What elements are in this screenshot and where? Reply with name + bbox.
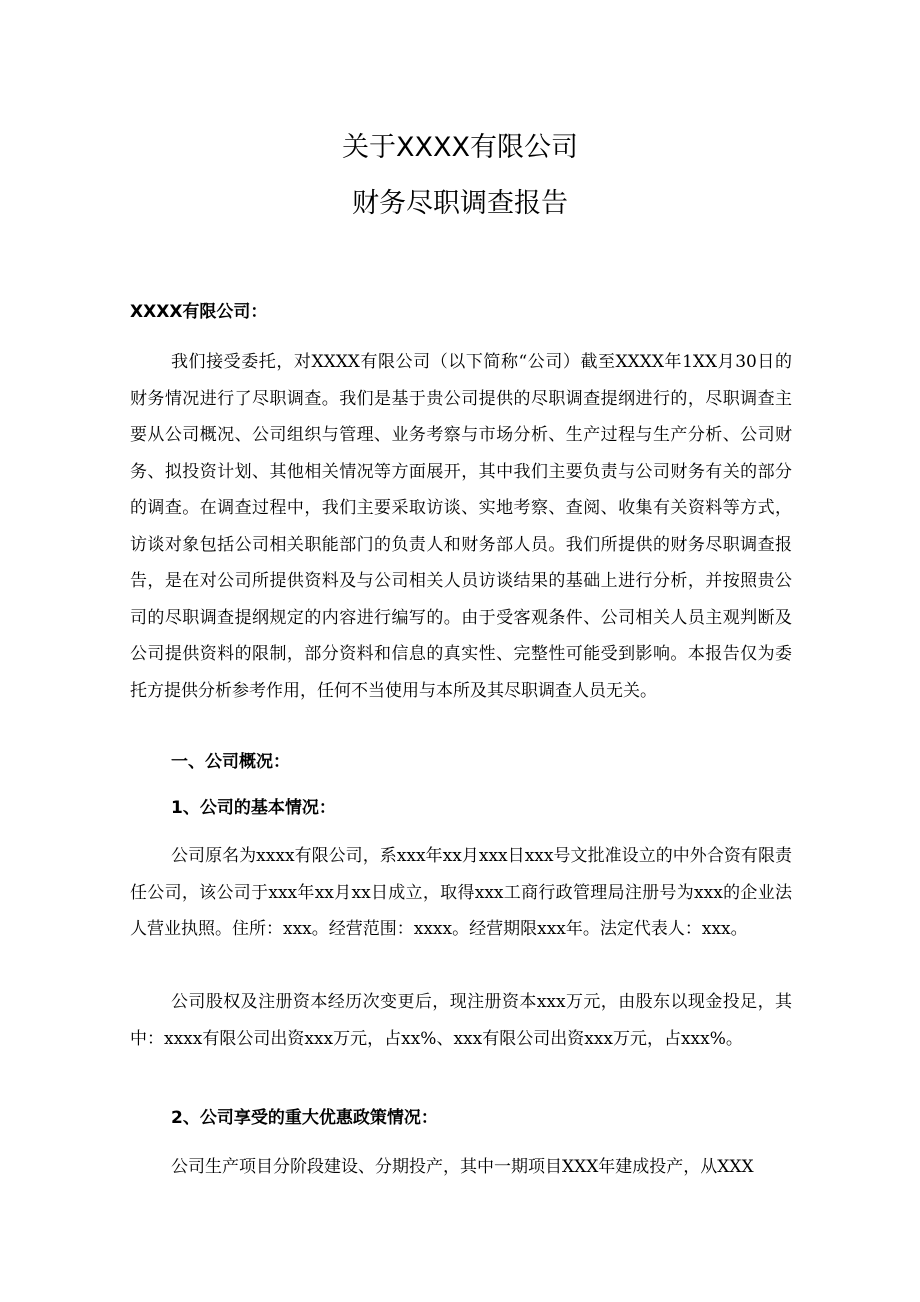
- salutation: XXXX有限公司：: [130, 302, 268, 322]
- section-heading-company-overview: 一、公司概况：: [171, 752, 290, 772]
- document-title-line2: 财务尽职调查报告: [352, 188, 568, 219]
- subsection-heading-basic-info: 1、公司的基本情况：: [171, 798, 336, 818]
- basic-info-paragraph-2: 公司股权及注册资本经历次变更后，现注册资本xxx万元，由股东以现金投足，其中：xxxx有限公司出资xxx万元，占xx%、xxx有限公司出资xxx万元，占xxx%。: [130, 992, 792, 1049]
- policy-paragraph: 公司生产项目分阶段建设、分期投产，其中一期项目XXX年建成投产，从XXX: [171, 1157, 754, 1177]
- intro-paragraph: 我们接受委托，对XXXX有限公司（以下简称“公司）截至XXXX年1XX月30日的财务情况进行了尽职调查。我们是基于贵公司提供的尽职调查提纲进行的，尽职调查主要从公司概况、公司组织与管理、业务考察与市场分析、生产过程与生产分析、公司财务、拟投资计划、其他相关情况等方面展开，其中我们主要负责与公司财务有关的部分的调查。在调查过程中，我们主要采取访谈、实地考察、查阅、收集有关资料等方式，访谈对象包括公司相关职能部门的负责人和财务部人员。我们所提供的财务尽职调查报告，是在对公司所提供资料及与公司相关人员访谈结果的基础上进行分析，并按照贵公司的尽职调查提纲规定的内容进行编写的。由于受客观条件、公司相关人员主观判断及公司提供资料的限制，部分资料和信息的真实性、完整性可能受到影响。本报告仅为委托方提供分析参考作用，任何不当使用与本所及其尽职调查人员无关。: [130, 352, 792, 701]
- document-title-line1: 关于XXXX有限公司: [342, 132, 578, 163]
- basic-info-paragraph-1: 公司原名为xxxx有限公司，系xxx年xx月xxx日xxx号文批准设立的中外合资有限责任公司，该公司于xxx年xx月xx日成立，取得xxx工商行政管理局注册号为xxx的企业法人营业执照。住所：xxx。经营范围：xxxx。经营期限xxx年。法定代表人：xxx。: [130, 846, 792, 939]
- subsection-heading-preferential-policies: 2、公司享受的重大优惠政策情况：: [171, 1108, 438, 1128]
